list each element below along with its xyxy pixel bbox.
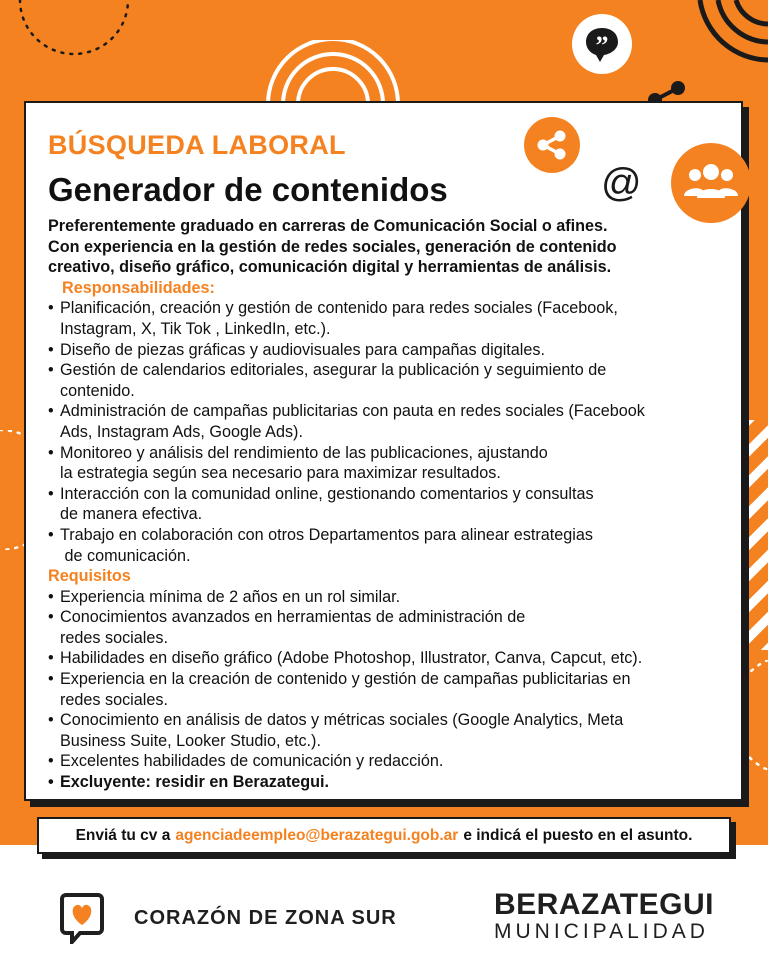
brand-name: BERAZATEGUI — [494, 888, 714, 921]
corner-arcs-decoration — [690, 0, 768, 70]
requirements-list — [48, 587, 738, 793]
quote-glyph: ” — [595, 31, 609, 60]
footer-tagline: CORAZÓN DE ZONA SUR — [134, 906, 397, 929]
cta-text-after: e indicá el puesto en el asunto. — [463, 826, 693, 844]
list-item-mandatory: • Excluyente: residir en Berazategui. — [48, 772, 738, 793]
list-item: • Habilidades en diseño gráfico (Adobe Photoshop, Illustrator, Canva, Capcut, etc). — [48, 648, 738, 669]
users-group-icon — [670, 142, 752, 224]
heart-chat-logo-icon — [60, 892, 104, 944]
dotted-arc-right-decoration — [740, 660, 768, 770]
municipality-logo — [494, 890, 714, 944]
post-eyebrow: BÚSQUEDA LABORAL — [48, 130, 346, 160]
intro-text — [48, 216, 738, 278]
dotted-arc-left-decoration — [0, 430, 26, 550]
concentric-arcs-decoration — [258, 40, 408, 104]
share-icon — [523, 116, 581, 174]
list-item: • Planificación, creación y gestión de contenido para redes sociales (Facebook, Instagram, X, Tik Tok , LinkedIn, etc.). — [48, 298, 738, 339]
list-item: • Conocimientos avanzados en herramientas de administración de redes sociales. — [48, 607, 738, 648]
list-item: • Experiencia en la creación de contenido y gestión de campañas publicitarias en redes sociales. — [48, 669, 738, 710]
intro-line: Preferentemente graduado en carreras de Comunicación Social o afines. — [48, 217, 608, 235]
post-title: Generador de contenidos — [48, 171, 448, 208]
cta-email-link[interactable]: agenciadeempleo@berazategui.gob.ar — [175, 826, 459, 844]
at-symbol-icon: @ — [601, 161, 642, 205]
footer-tagline-group — [60, 892, 397, 944]
diagonal-stripes-decoration — [742, 420, 768, 650]
requirements-heading: Requisitos — [48, 567, 131, 586]
intro-line: creativo, diseño gráfico, comunicación digital y herramientas de análisis. — [48, 258, 612, 277]
dotted-circle-decoration — [0, 0, 140, 60]
intro-line: Con experiencia en la gestión de redes sociales, generación de contenido — [48, 237, 617, 256]
list-item: • Diseño de piezas gráficas y audiovisuales para campañas digitales. — [48, 340, 738, 361]
responsibilities-list — [48, 298, 738, 566]
list-item: • Trabajo en colaboración con otros Departamentos para alinear estrategias de comunicación. — [48, 525, 738, 566]
list-item: • Monitoreo y análisis del rendimiento de las publicaciones, ajustando la estrategia según sea necesario para maximizar resultados. — [48, 443, 738, 484]
chat-quote-icon — [570, 12, 634, 76]
list-item: • Gestión de calendarios editoriales, asegurar la publicación y seguimiento de contenido. — [48, 360, 738, 401]
list-item: • Excelentes habilidades de comunicación y redacción. — [48, 751, 738, 772]
list-item: • Conocimiento en análisis de datos y métricas sociales (Google Analytics, Meta Business Suite, Looker Studio, etc.). — [48, 710, 738, 751]
job-post-card — [24, 101, 743, 801]
cta-banner — [37, 817, 731, 854]
post-content — [48, 216, 738, 793]
list-item: • Experiencia mínima de 2 años en un rol similar. — [48, 587, 738, 608]
list-item: • Administración de campañas publicitarias con pauta en redes sociales (Facebook Ads, Instagram Ads, Google Ads). — [48, 401, 738, 442]
brand-subtitle: MUNICIPALIDAD — [494, 920, 709, 943]
cta-text-before: Enviá tu cv a — [75, 826, 171, 844]
responsibilities-heading: Responsabilidades: — [62, 278, 215, 297]
list-item: • Interacción con la comunidad online, gestionando comentarios y consultas de manera efectiva. — [48, 484, 738, 525]
